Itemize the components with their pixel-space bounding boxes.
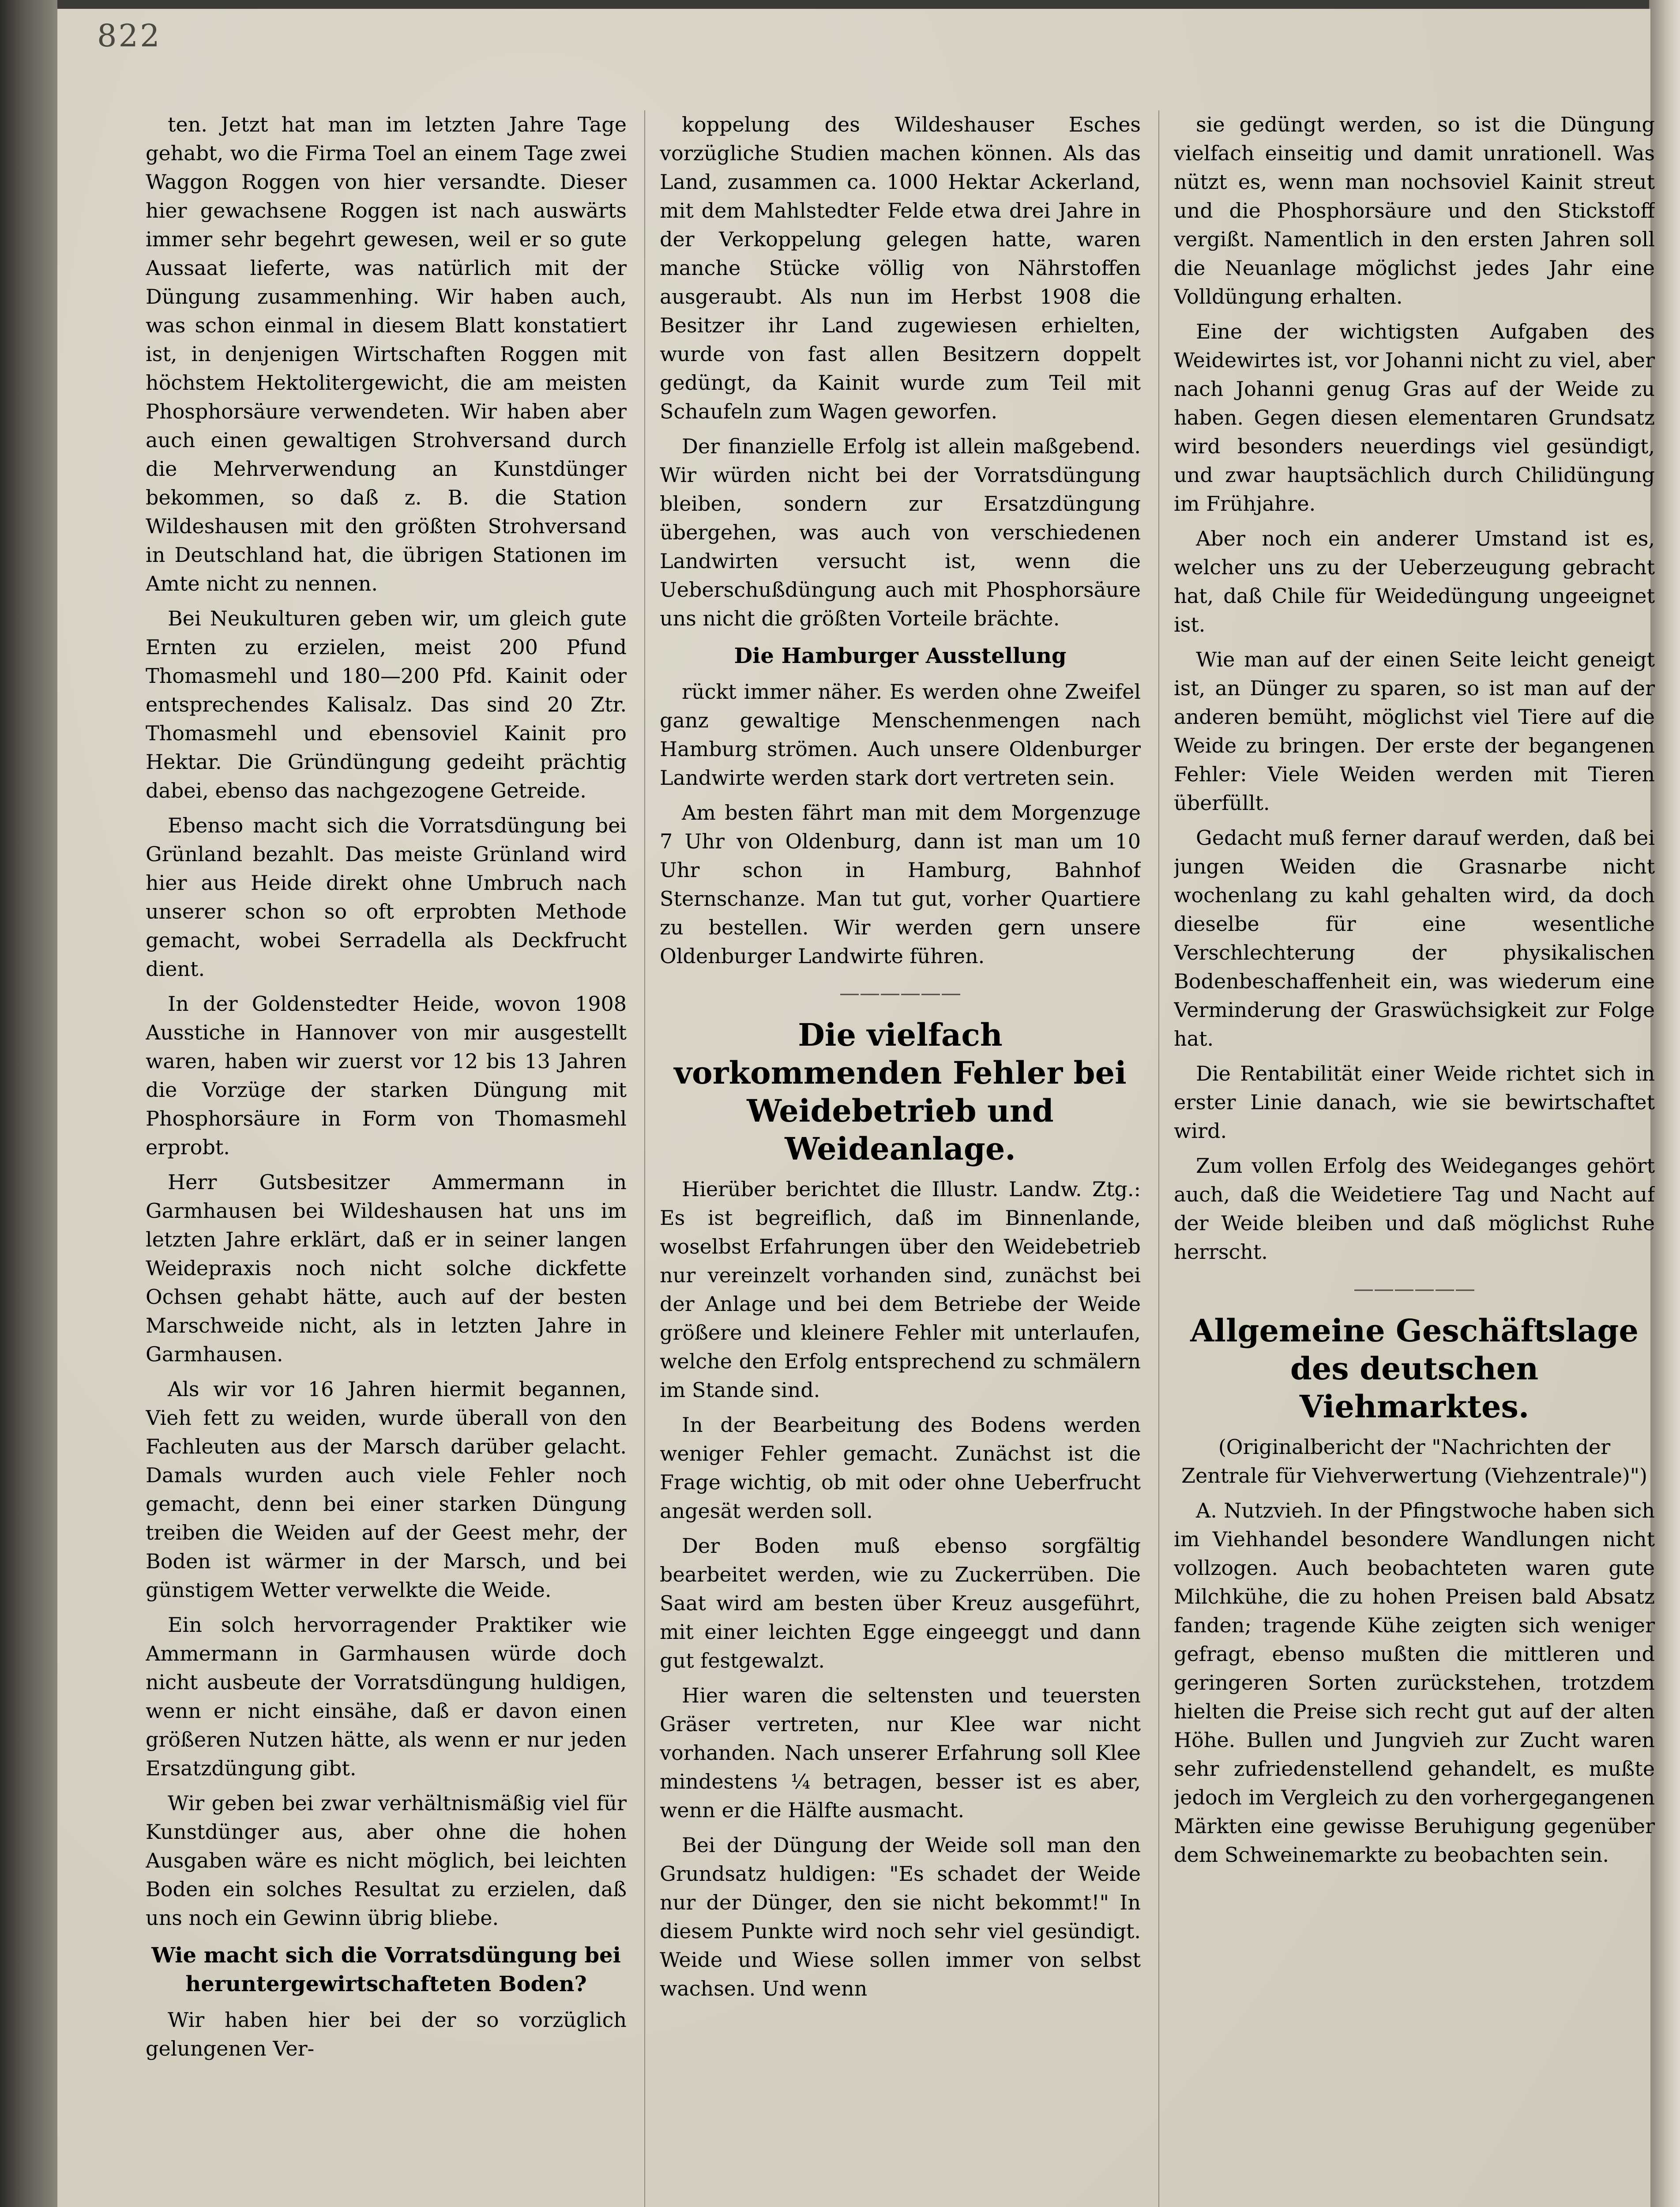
paragraph: Gedacht muß ferner darauf werden, daß bei jungen Weiden die Grasnarbe nicht wochenlang zu kahl gehalten wird, da doch dieselbe für eine wesentliche Verschlechterung der physikalischen Bodenbeschaffenheit ein, was wiederum eine Verminderung der Graswüchsigkeit zur Folge hat. — [1174, 826, 1655, 1051]
paragraph: rückt immer näher. Es werden ohne Zweifel ganz gewaltige Menschenmengen nach Hamburg strömen. Auch unsere Oldenburger Landwirte werden stark dort vertreten sein. — [660, 680, 1141, 790]
paragraph: Als wir vor 16 Jahren hiermit begannen, Vieh fett zu weiden, wurde überall von den Fachleuten aus der Marsch darüber gelacht. Damals wurden auch viele Fehler noch gemacht, denn bei einer starken Düngung treiben die Weiden auf der Geest mehr, der Boden ist wärmer in der Marsch, und bei günstigem Wetter verwelkte die Weide. — [146, 1377, 627, 1602]
article-headline: Die vielfach vorkommenden Fehler bei Weidebetrieb und Weideanlage. — [674, 1017, 1127, 1167]
paragraph: Wir geben bei zwar verhältnismäßig viel für Kunstdünger aus, aber ohne die hohen Ausgaben wäre es nicht möglich, bei leichten Boden ein solches Resultat zu erzielen, daß uns noch ein Gewinn übrig bliebe. — [146, 1791, 627, 1930]
paragraph: Wie man auf der einen Seite leicht geneigt ist, an Dünger zu sparen, so ist man auf der anderen bemüht, möglichst viel Tiere auf die Weide zu bringen. Der erste der begangenen Fehler: Viele Weiden werden mit Tieren überfüllt. — [1174, 648, 1655, 815]
column-2 — [660, 110, 1141, 2207]
section-heading: Wie macht sich die Vorratsdüngung bei heruntergewirtschafteten Boden? — [151, 1943, 621, 1996]
book-spine — [0, 0, 57, 2207]
paragraph: Herr Gutsbesitzer Ammermann in Garmhausen bei Wildeshausen hat uns im letzten Jahre erklärt, daß er in seiner langen Weidepraxis noch nicht solche dickfette Ochsen gehabt hätte, auch auf der besten Marschweide nicht, als in letzten Jahre in Garmhausen. — [146, 1170, 627, 1366]
column-1 — [146, 110, 627, 2207]
paragraph: Zum vollen Erfolg des Weideganges gehört auch, daß die Weidetiere Tag und Nacht auf der Weide bleiben und daß möglichst Ruhe herrscht. — [1174, 1154, 1655, 1264]
paragraph: sie gedüngt werden, so ist die Düngung vielfach einseitig und damit unrationell. Was nützt es, wenn man nochsoviel Kainit streut und die Phosphorsäure und den Stickstoff vergißt. Namentlich in den ersten Jahren soll die Neuanlage möglichst jedes Jahr eine Volldüngung erhalten. — [1174, 113, 1655, 309]
article-subtitle: (Originalbericht der "Nachrichten der Zentrale für Viehverwertung (Viehzentrale)") — [1181, 1435, 1647, 1488]
column-3 — [1174, 110, 1655, 2207]
paragraph: Hierüber berichtet die Illustr. Landw. Ztg.: Es ist begreiflich, daß im Binnenlande, woselbst Erfahrungen über den Weidebetrieb nur vereinzelt vorhanden sind, zunächst bei der Anlage und bei dem Betriebe der Weide größere und kleinere Fehler mit unterlaufen, welche den Erfolg entsprechend zu schmälern im Stande sind. — [660, 1177, 1141, 1402]
column-rule — [644, 110, 645, 2207]
paragraph: Der finanzielle Erfolg ist allein maßgebend. Wir würden nicht bei der Vorratsdüngung bleiben, sondern zur Ersatzdüngung übergehen, was auch von verschiedenen Landwirten versucht ist, wenn die Ueberschußdüngung auch mit Phosphorsäure uns nicht die größten Vorteile brächte. — [660, 434, 1141, 630]
separator: —————— — [1353, 1277, 1475, 1300]
paragraph: Ein solch hervorragender Praktiker wie Ammermann in Garmhausen würde doch nicht ausbeute der Vorratsdüngung huldigen, wenn er nicht einsähe, daß er davon einen größeren Nutzen hätte, als wenn er nur jeden Ersatzdüngung gibt. — [146, 1613, 627, 1780]
page-number: 822 — [97, 18, 162, 54]
section-heading: Die Hamburger Ausstellung — [734, 644, 1067, 668]
paragraph: In der Goldenstedter Heide, wovon 1908 Ausstiche in Hannover von mir ausgestellt waren, haben wir zuerst vor 12 bis 13 Jahren die Vorzüge der starken Düngung mit Phosphorsäure in Form von Thomasmehl erprobt. — [146, 992, 627, 1159]
paragraph: Bei der Düngung der Weide soll man den Grundsatz huldigen: "Es schadet der Weide nur der Dünger, den sie nicht bekommt!" In diesem Punkte wird noch sehr viel gesündigt. Weide und Wiese sollen immer von selbst wachsen. Und wenn — [660, 1833, 1141, 2000]
paragraph: Wir haben hier bei der so vorzüglich gelungenen Ver- — [146, 2008, 627, 2060]
paragraph: A. Nutzvieh. In der Pfingstwoche haben sich im Viehhandel besondere Wandlungen nicht vollzogen. Auch beobachteten waren gute Milchkühe, die zu hohen Preisen bald Absatz fanden; tragende Kühe zeigten sich weniger gefragt, ebenso mußten die mittleren und geringeren Sorten zurückstehen, trotzdem hielten die Preise sich recht gut auf der alten Höhe. Bullen und Jungvieh zur Zucht waren sehr zufriedenstellend gehandelt, es mußte jedoch im Vergleich zu den vorhergegangenen Märkten eine gewisse Beruhigung gegenüber dem Schweinemarkte zu beobachten sein. — [1174, 1499, 1655, 1867]
paragraph: Eine der wichtigsten Aufgaben des Weidewirtes ist, vor Johanni nicht zu viel, aber nach Johanni genug Gras auf der Weide zu haben. Gegen diesen elementaren Grundsatz wird besonders neuerdings viel gesündigt, und zwar hauptsächlich durch Chilidüngung im Frühjahre. — [1174, 320, 1655, 516]
paragraph: Bei Neukulturen geben wir, um gleich gute Ernten zu erzielen, meist 200 Pfund Thomasmehl und 180—200 Pfd. Kainit oder entsprechendes Kalisalz. Das sind 20 Ztr. Thomasmehl und ebensoviel Kainit pro Hektar. Die Gründüngung gedeiht prächtig dabei, ebenso das nachgezogene Getreide. — [146, 606, 627, 802]
paragraph: In der Bearbeitung des Bodens werden weniger Fehler gemacht. Zunächst ist die Frage wichtig, ob mit oder ohne Ueberfrucht angesät werden soll. — [660, 1413, 1141, 1523]
paragraph: Hier waren die seltensten und teuersten Gräser vertreten, nur Klee war nicht vorhanden. Nach unserer Erfahrung soll Klee mindestens ¼ betragen, besser ist es aber, wenn er die Hälfte ausmacht. — [660, 1683, 1141, 1822]
paragraph: Ebenso macht sich die Vorratsdüngung bei Grünland bezahlt. Das meiste Grünland wird hier aus Heide direkt ohne Umbruch nach unserer schon so oft erprobten Methode gemacht, wobei Serradella als Deckfrucht dient. — [146, 814, 627, 981]
paragraph: Der Boden muß ebenso sorgfältig bearbeitet werden, wie zu Zuckerrüben. Die Saat wird am besten über Kreuz ausgeführt, mit einer leichten Egge eingeeggt und dann gut festgewalzt. — [660, 1534, 1141, 1672]
paragraph: Die Rentabilität einer Weide richtet sich in erster Linie danach, wie sie bewirtschaftet wird. — [1174, 1062, 1655, 1143]
paragraph: Aber noch ein anderer Umstand ist es, welcher uns zu der Ueberzeugung gebracht hat, daß Chile für Weidedüngung ungeeignet ist. — [1174, 527, 1655, 636]
article-headline: Allgemeine Geschäftslage des deutschen Viehmarktes. — [1190, 1312, 1639, 1425]
column-rule — [1158, 110, 1159, 2207]
paragraph: koppelung des Wildeshauser Esches vorzügliche Studien machen können. Als das Land, zusammen ca. 1000 Hektar Ackerland, mit dem Mahlstedter Felde etwa drei Jahre in der Verkoppelung gelegen hatte, waren manche Stücke völlig von Nährstoffen ausgeraubt. Als nun im Herbst 1908 die Besitzer ihr Land zugewiesen erhielten, wurde von fast allen Besitzern doppelt gedüngt, da Kainit wurde zum Teil mit Schaufeln zum Wagen geworfen. — [660, 113, 1141, 423]
paragraph: Am besten fährt man mit dem Morgenzuge 7 Uhr von Oldenburg, dann ist man um 10 Uhr schon in Hamburg, Bahnhof Sternschanze. Man tut gut, vorher Quartiere zu bestellen. Wir werden gern unsere Oldenburger Landwirte führen. — [660, 801, 1141, 968]
separator: —————— — [839, 981, 961, 1005]
paragraph: ten. Jetzt hat man im letzten Jahre Tage gehabt, wo die Firma Toel an einem Tage zwei Waggon Roggen von hier versandte. Dieser hier gewachsene Roggen ist nach auswärts immer sehr begehrt gewesen, weil er so gute Aussaat lieferte, was natürlich mit der Düngung zusammenhing. Wir haben auch, was schon einmal in diesem Blatt konstatiert ist, in denjenigen Wirtschaften Roggen mit höchstem Hektolitergewicht, die am meisten Phosphorsäure verwendeten. Wir haben aber auch einen gewaltigen Strohversand durch die Mehrverwendung an Kunstdünger bekommen, so daß z. B. die Station Wildeshausen mit den größten Strohversand in Deutschland hat, die übrigen Stationen im Amte nicht zu nennen. — [146, 113, 627, 595]
